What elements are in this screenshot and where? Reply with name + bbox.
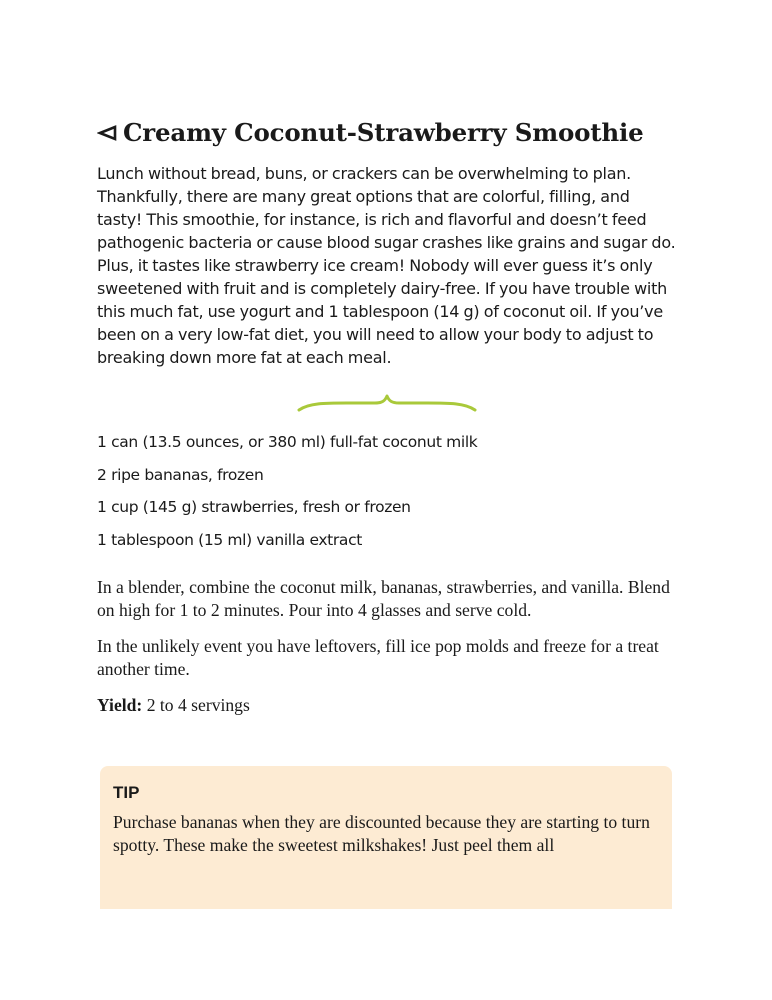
recipe-title-row bbox=[97, 118, 677, 148]
ingredient-list bbox=[97, 431, 477, 561]
direction-step: In a blender, combine the coconut milk, bananas, strawberries, and vanilla. Blend on high for 1 to 2 minutes. Pour into 4 glasses and serve cold. bbox=[97, 577, 670, 620]
recipe-yield bbox=[97, 694, 677, 717]
recipe-directions bbox=[97, 576, 677, 730]
ingredient-item: 1 cup (145 g) strawberries, fresh or frozen bbox=[97, 498, 411, 516]
ingredient-item: 1 can (13.5 ounces, or 380 ml) full-fat coconut milk bbox=[97, 433, 478, 451]
tip-text: Purchase bananas when they are discounted because they are starting to turn spotty. These make the sweetest milkshakes! Just peel them all bbox=[113, 812, 650, 855]
tip-label: TIP bbox=[113, 783, 140, 802]
ingredient-item: 2 ripe bananas, frozen bbox=[97, 465, 264, 484]
direction-step: In the unlikely event you have leftovers, fill ice pop molds and freeze for a treat another time. bbox=[97, 636, 659, 679]
recipe-title: Creamy Coconut-Strawberry Smoothie bbox=[123, 118, 644, 147]
left-triangle-icon bbox=[97, 125, 117, 141]
recipe-page bbox=[97, 118, 677, 715]
curly-brace-divider-icon bbox=[297, 393, 477, 417]
yield-label: Yield: bbox=[97, 695, 143, 715]
yield-value: 2 to 4 servings bbox=[146, 695, 250, 715]
ingredient-item: 1 tablespoon (15 ml) vanilla extract bbox=[97, 530, 362, 549]
tip-box bbox=[100, 766, 672, 909]
recipe-intro: Lunch without bread, buns, or crackers can be overwhelming to plan. Thankfully, there are many great options that are colorful, filling, and tasty! This smoothie, for instance, is rich and flavorful and doesn’t feed pathogenic bacteria or cause blood sugar crashes like grains and sugar do. Plus, it tastes like strawberry ice cream! Nobody will ever guess it’s only sweetened with fruit and is completely dairy-free. If you have trouble with this much fat, use yogurt and 1 tablespoon (14 g) of coconut oil. If you’ve been on a very low-fat diet, you will need to allow your body to adjust to breaking down more fat at each meal. bbox=[97, 164, 676, 367]
